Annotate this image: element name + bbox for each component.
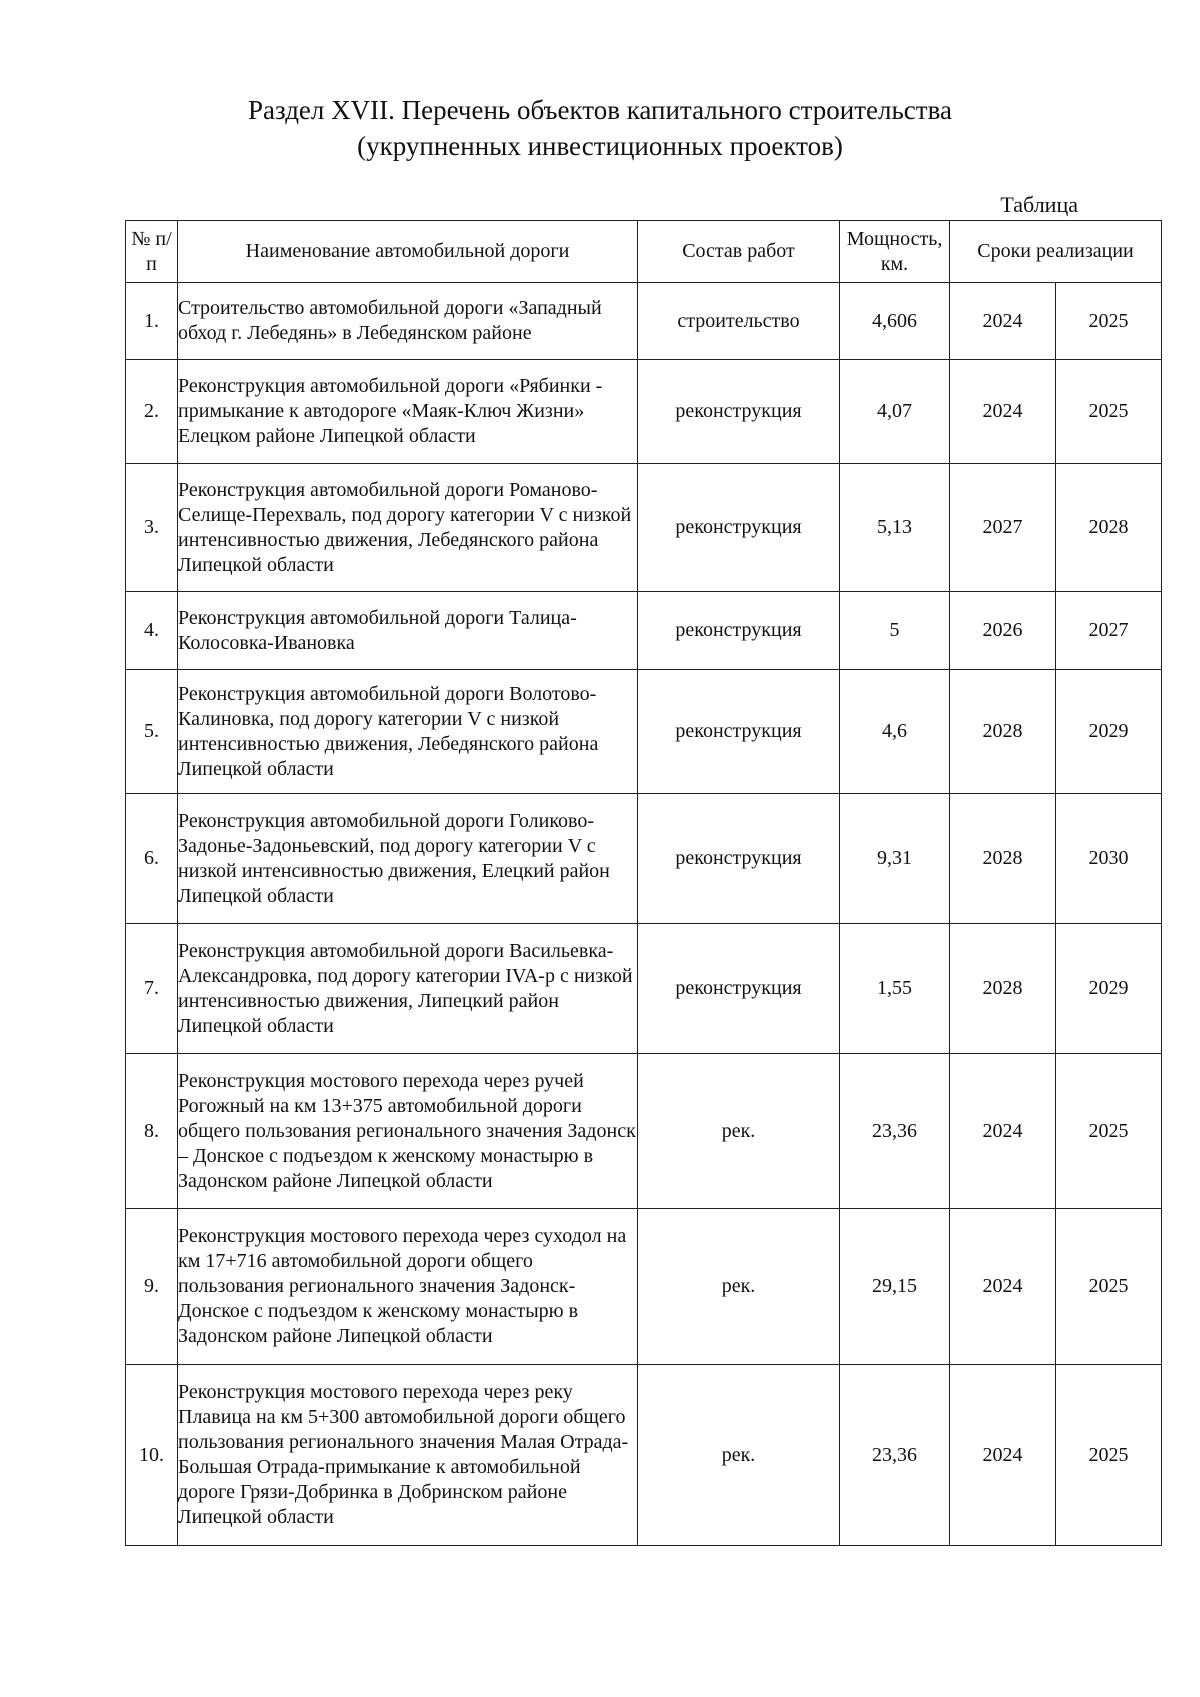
row-works: реконструкция (638, 464, 840, 592)
row-capacity: 23,36 (840, 1054, 950, 1209)
row-end-year: 2030 (1056, 794, 1162, 924)
table-row (126, 670, 1162, 794)
row-start-year: 2024 (950, 1054, 1056, 1209)
projects-table (125, 220, 1162, 1546)
row-num: 10. (126, 1365, 178, 1546)
row-end-year: 2029 (1056, 670, 1162, 794)
row-start-year: 2028 (950, 924, 1056, 1054)
row-works: рек. (638, 1365, 840, 1546)
table-row (126, 1209, 1162, 1365)
row-num: 7. (126, 924, 178, 1054)
row-start-year: 2027 (950, 464, 1056, 592)
row-num: 1. (126, 283, 178, 360)
row-num: 8. (126, 1054, 178, 1209)
row-capacity: 29,15 (840, 1209, 950, 1365)
row-works: реконструкция (638, 794, 840, 924)
row-start-year: 2024 (950, 360, 1056, 464)
table-row (126, 283, 1162, 360)
page-title (0, 92, 1200, 164)
row-num: 6. (126, 794, 178, 924)
table-row (126, 1365, 1162, 1546)
row-name: Реконструкция автомобильной дороги «Рябинки - примыкание к автодороге «Маяк-Ключ Жизни» Елецком районе Липецкой области (178, 360, 638, 464)
table-row (126, 592, 1162, 670)
row-start-year: 2024 (950, 1365, 1056, 1546)
row-end-year: 2025 (1056, 1209, 1162, 1365)
row-num: 2. (126, 360, 178, 464)
row-end-year: 2028 (1056, 464, 1162, 592)
row-capacity: 5,13 (840, 464, 950, 592)
title-line-2: (укрупненных инвестиционных проектов) (357, 131, 843, 161)
row-num: 9. (126, 1209, 178, 1365)
row-works: рек. (638, 1209, 840, 1365)
table-row (126, 360, 1162, 464)
table-caption: Таблица (1000, 192, 1078, 217)
row-end-year: 2029 (1056, 924, 1162, 1054)
table-row (126, 924, 1162, 1054)
row-end-year: 2027 (1056, 592, 1162, 670)
table-row (126, 464, 1162, 592)
row-works: реконструкция (638, 360, 840, 464)
row-name: Реконструкция автомобильной дороги Васильевка-Александровка, под дорогу категории IVA-р с низкой интенсивностью движения, Липецкий район Липецкой области (178, 924, 638, 1054)
row-name: Реконструкция автомобильной дороги Романово-Селище-Перехваль, под дорогу категории V с низкой интенсивностью движения, Лебедянского района Липецкой области (178, 464, 638, 592)
row-start-year: 2026 (950, 592, 1056, 670)
row-name: Строительство автомобильной дороги «Западный обход г. Лебедянь» в Лебедянском районе (178, 283, 638, 360)
row-capacity: 23,36 (840, 1365, 950, 1546)
row-end-year: 2025 (1056, 1365, 1162, 1546)
row-capacity: 4,07 (840, 360, 950, 464)
row-start-year: 2024 (950, 1209, 1056, 1365)
table-row (126, 1054, 1162, 1209)
row-num: 3. (126, 464, 178, 592)
row-name: Реконструкция мостового перехода через реку Плавица на км 5+300 автомобильной дороги общего пользования регионального значения Малая Отрада-Большая Отрада-примыкание к автомобильной дороге Грязи-Добринка в Добринском районе Липецкой области (178, 1365, 638, 1546)
title-line-1: Раздел XVII. Перечень объектов капитального строительства (248, 95, 952, 125)
row-works: реконструкция (638, 924, 840, 1054)
header-works: Состав работ (638, 221, 840, 283)
table-row (126, 794, 1162, 924)
row-start-year: 2028 (950, 794, 1056, 924)
row-num: 5. (126, 670, 178, 794)
header-period: Сроки реализации (950, 221, 1162, 283)
row-end-year: 2025 (1056, 283, 1162, 360)
header-capacity: Мощность, км. (840, 221, 950, 283)
row-works: строительство (638, 283, 840, 360)
row-capacity: 9,31 (840, 794, 950, 924)
row-name: Реконструкция мостового перехода через суходол на км 17+716 автомобильной дороги общего пользования регионального значения Задонск-Донское с подъездом к женскому монастырю в Задонском районе Липецкой области (178, 1209, 638, 1365)
row-capacity: 4,606 (840, 283, 950, 360)
row-start-year: 2028 (950, 670, 1056, 794)
row-capacity: 5 (840, 592, 950, 670)
row-num: 4. (126, 592, 178, 670)
row-name: Реконструкция автомобильной дороги Голиково-Задонье-Задоньевский, под дорогу категории V с низкой интенсивностью движения, Елецкий район Липецкой области (178, 794, 638, 924)
row-capacity: 1,55 (840, 924, 950, 1054)
row-start-year: 2024 (950, 283, 1056, 360)
row-works: рек. (638, 1054, 840, 1209)
table-header-row (126, 221, 1162, 283)
row-name: Реконструкция автомобильной дороги Талица-Колосовка-Ивановка (178, 592, 638, 670)
row-works: реконструкция (638, 670, 840, 794)
row-name: Реконструкция автомобильной дороги Волотово-Калиновка, под дорогу категории V с низкой интенсивностью движения, Лебедянского района Липецкой области (178, 670, 638, 794)
row-works: реконструкция (638, 592, 840, 670)
header-num: № п/п (126, 221, 178, 283)
header-name: Наименование автомобильной дороги (178, 221, 638, 283)
row-capacity: 4,6 (840, 670, 950, 794)
row-end-year: 2025 (1056, 1054, 1162, 1209)
row-end-year: 2025 (1056, 360, 1162, 464)
row-name: Реконструкция мостового перехода через ручей Рогожный на км 13+375 автомобильной дороги общего пользования регионального значения Задонск – Донское с подъездом к женскому монастырю в Задонском районе Липецкой области (178, 1054, 638, 1209)
